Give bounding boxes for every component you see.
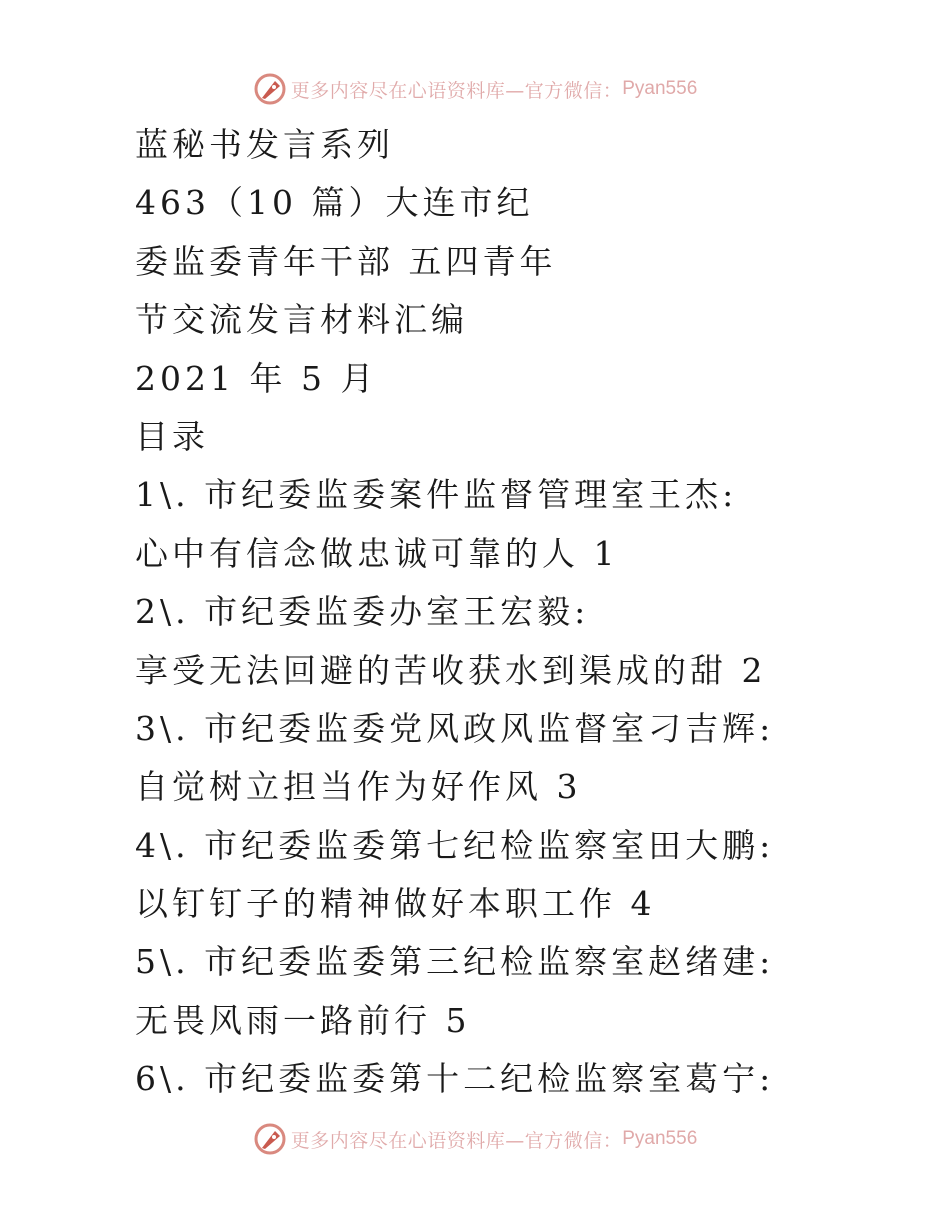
toc-entry-5-author: 5\. 市纪委监委第三纪检监察室赵绪建: xyxy=(135,942,775,982)
doc-date: 2021 年 5 月 xyxy=(135,358,378,398)
toc-entry-4-title: 以钉钉子的精神做好本职工作 4 xyxy=(135,884,656,924)
watermark-text: 更多内容尽在心语资料库—官方微信： xyxy=(290,1129,623,1152)
watermark-wechat-id: Pyan556 xyxy=(622,78,698,99)
header-watermark xyxy=(0,72,950,106)
toc-entry-2-title: 享受无法回避的苦收获水到渠成的甜 2 xyxy=(135,650,767,690)
doc-title-line-1: 463（10 篇）大连市纪 xyxy=(135,183,534,223)
toc-entry-6-author: 6\. 市纪委监委第十二纪检监察室葛宁: xyxy=(135,1059,775,1099)
toc-entry-4-author: 4\. 市纪委监委第七纪检监察室田大鹏: xyxy=(135,825,775,865)
watermark-wechat-id: Pyan556 xyxy=(622,1128,698,1149)
footer-watermark xyxy=(0,1122,950,1156)
toc-heading: 目录 xyxy=(135,416,209,456)
doc-series-title: 蓝秘书发言系列 xyxy=(135,125,394,164)
pen-nib-logo-icon xyxy=(253,1122,287,1156)
toc-entry-1-author: 1\. 市纪委监委案件监督管理室王杰: xyxy=(135,475,738,515)
toc-entry-3-author: 3\. 市纪委监委党风政风监督室刁吉辉: xyxy=(135,708,775,748)
watermark-text: 更多内容尽在心语资料库—官方微信： xyxy=(290,79,623,102)
toc-entry-2-author: 2\. 市纪委监委办室王宏毅: xyxy=(135,592,590,632)
document-body xyxy=(135,116,895,1109)
toc-entry-5-title: 无畏风雨一路前行 5 xyxy=(135,1000,471,1040)
toc-entry-3-title: 自觉树立担当作为好作风 3 xyxy=(135,767,582,807)
toc-entry-1-title: 心中有信念做忠诚可靠的人 1 xyxy=(135,533,619,573)
doc-title-line-2: 委监委青年干部 五四青年 xyxy=(135,241,557,281)
doc-title-line-3: 节交流发言材料汇编 xyxy=(135,300,468,340)
pen-nib-logo-icon xyxy=(253,72,287,106)
